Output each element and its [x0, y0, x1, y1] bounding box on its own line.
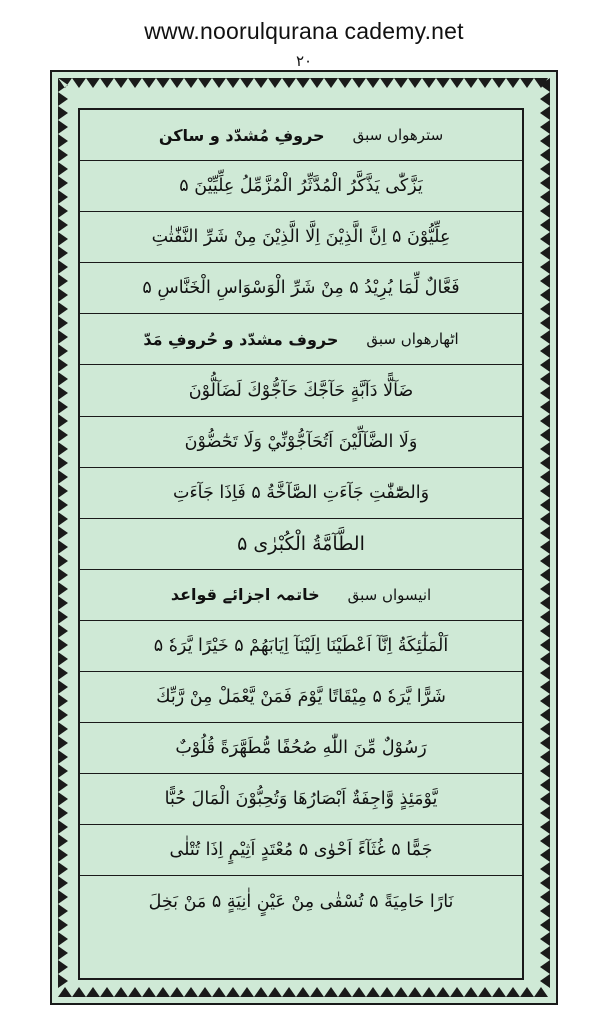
text-line: وَلَا الضَّآلِّيْنَ اَتُحَآجُّوْنِّيْ وَلَا تَحٰٓضُّوْنَ: [80, 417, 522, 468]
text-line: نَارًا حَامِيَةً ۵ تُسْقٰى مِنْ عَيْنٍ اٰنِيَةٍ ۵ مَنْ بَخِلَ: [148, 891, 454, 912]
lesson-label: سترھواں سبق: [352, 126, 444, 145]
lesson-title: حروف مشدّد و حُروفِ مَدّ: [143, 329, 339, 349]
text-line: اَلْمَلٰٓئِكَةُ اِنَّآ اَعْطَيْنَا اِلَيْنَآ اِيَابَهُمْ ۵ خَيْرًا يَّرَهٗ ۵: [80, 621, 522, 672]
lesson-label: اٹھارھواں سبق: [366, 330, 459, 349]
text-line: عِلِّیُّوْنَ ۵ اِنَّ الَّذِیْنَ اِلَّا الَّذِیْنَ مِنْ شَرِّ النَّفّٰثٰتِ: [80, 212, 522, 263]
lesson-panel: [78, 108, 524, 980]
text-line: وَالصّٰٓفّٰتِ جَآءَتِ الصَّآخَّةُ ۵ فَاِذَا جَآءَتِ: [80, 468, 522, 519]
text-line: رَسُوْلٌ مِّنَ اللّٰهِ صُحُفًا مُّطَهَّرَةً قُلُوْبٌ: [80, 723, 522, 774]
lesson-label: انیسواں سبق: [347, 585, 432, 604]
text-line: يَّوْمَئِذٍ وَّاجِفَةٌ اَبْصَارُهَا وَتُحِبُّوْنَ الْمَالَ حُبًّا: [80, 774, 522, 825]
text-line: یَزَّکّٰی یَذَّکَّرُ الْمُدَّثِّرُ الْمُزَّمِّلُ عِلِّیِّیْنَ ۵: [80, 161, 522, 212]
lesson-18-heading: [80, 314, 522, 365]
text-line-centered: الطَّآمَّةُ الْكُبْرٰى ۵: [80, 519, 522, 570]
lesson-17-heading: [80, 110, 522, 161]
site-url: www.noorulqurana cademy.net: [144, 18, 464, 44]
text-line: جَمًّا ۵ غُثَآءً اَحْوٰى ۵ مُعْتَدٍ اَثِيْمٍ اِذَا تُتْلٰى: [80, 825, 522, 876]
text-line: ضَآلًّا دَآبَّةٍ حَآجَّكَ حَآجُّوْكَ لَضَآلُّوْنَ: [80, 365, 522, 416]
text-line: فَعَّالٌ لِّمَا یُرِیْدُ ۵ مِنْ شَرِّ الْوَسْوَاسِ الْخَنَّاسِ ۵: [80, 263, 522, 314]
lesson-title: خاتمہ اجزائے قواعد: [170, 585, 320, 605]
page-number: ۲۰: [295, 52, 313, 70]
lesson-title: حروفِ مُشدّد و ساکن: [158, 125, 325, 145]
lesson-19-heading: [80, 570, 522, 621]
text-line: شَرًّا يَّرَهٗ ۵ مِيْقَاتًا يَّوْمَ فَمَنْ يَّعْمَلْ مِنْ رَّبِّكَ: [80, 672, 522, 723]
